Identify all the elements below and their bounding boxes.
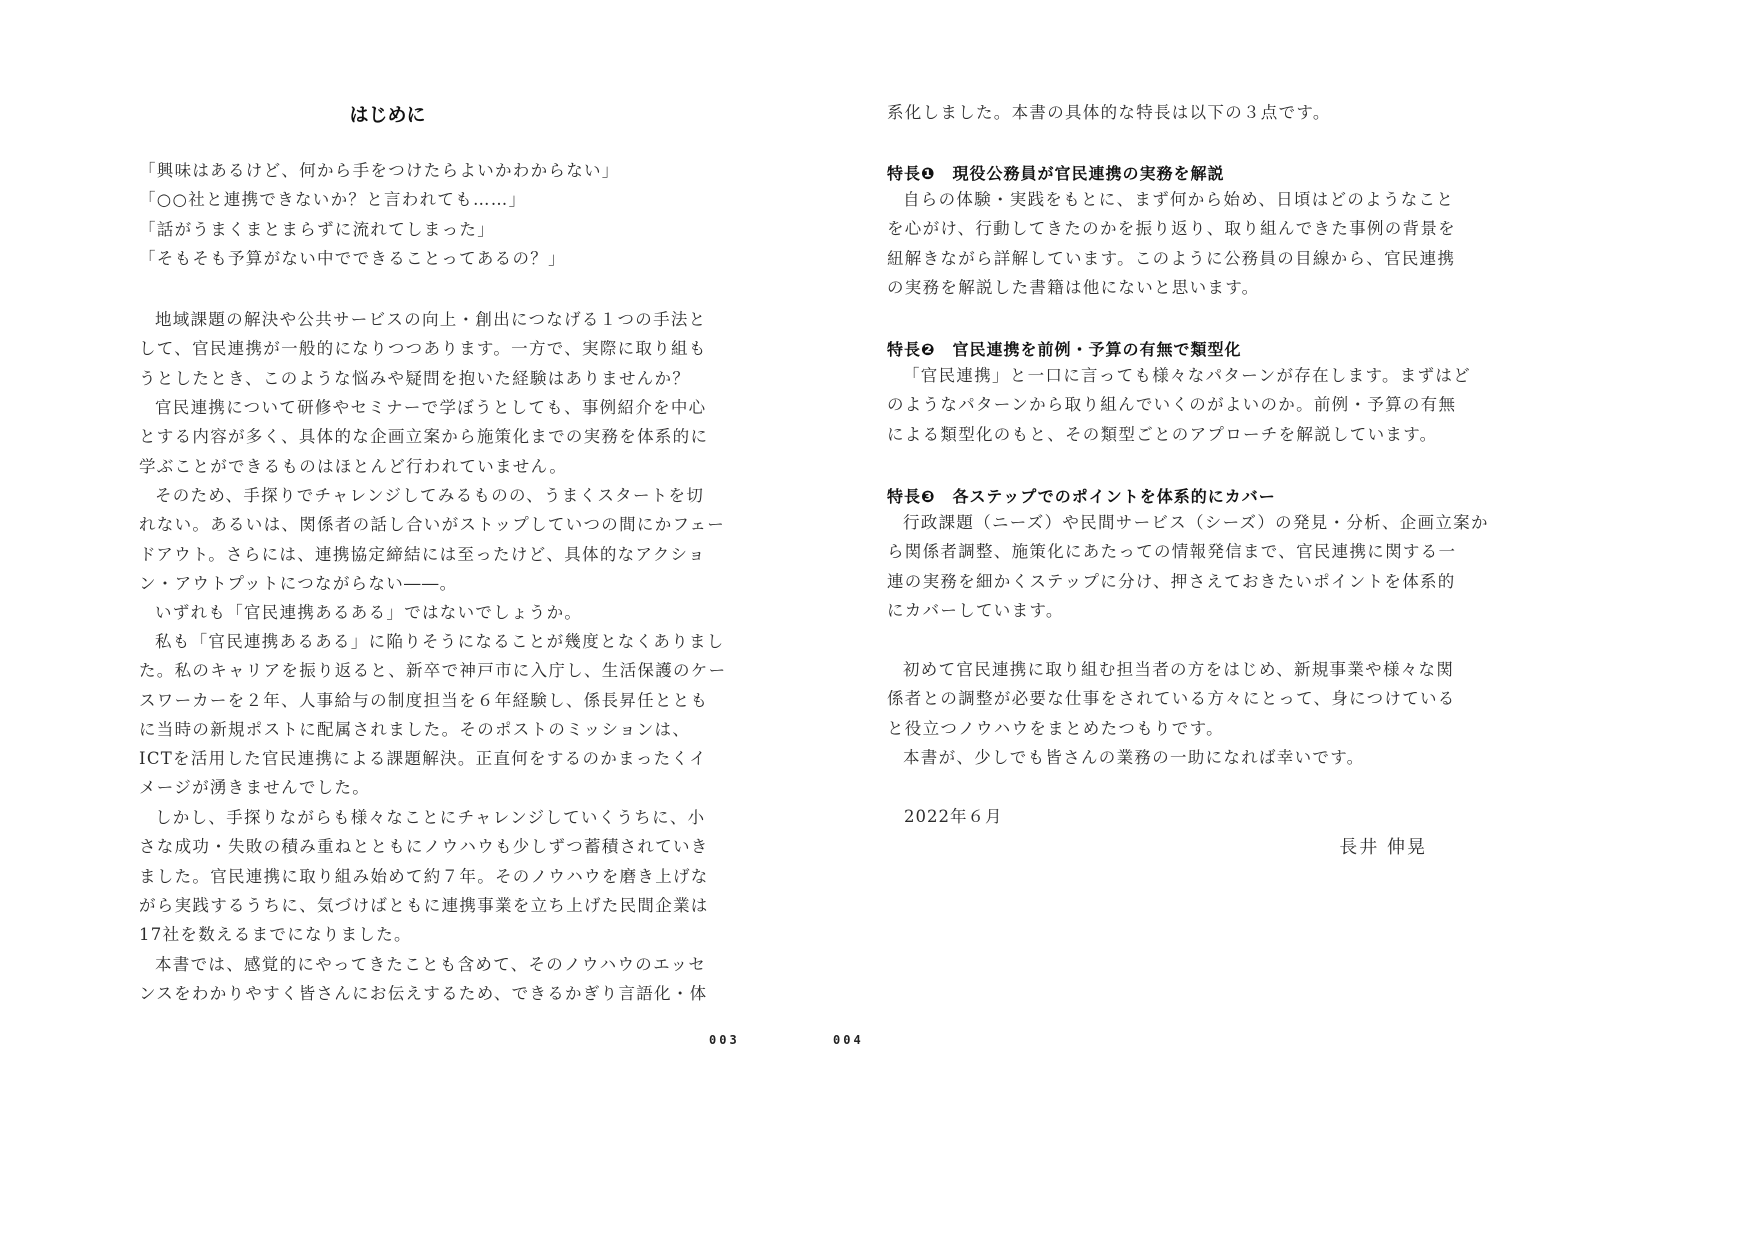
right-page [776, 0, 1551, 1100]
quote-line: 「○○社と連携できないか？と言われても……」 [139, 190, 527, 210]
text-line: のようなパターンから取り組んでいくのがよいのか。前例・予算の有無 [887, 395, 1457, 415]
feature-2-body [887, 361, 1471, 449]
quote-line: 「そもそも予算がない中でできることってあるの？」 [139, 248, 566, 268]
text-line: 官民連携について研修やセミナーで学ぼうとしても、事例紹介を中心 [155, 398, 707, 417]
text-line: しかし、手探りながらも様々なことにチャレンジしていくうちに、小 [155, 808, 706, 827]
text-line: による類型化のもと、その類型ごとのアプローチを解説しています。 [887, 424, 1438, 444]
page-title: はじめに [349, 104, 426, 126]
text-line: 係者との調整が必要な仕事をされている方々にとって、身につけている [887, 689, 1456, 709]
author-name: 長井 伸晃 [1339, 837, 1427, 858]
text-line: た。私のキャリアを振り返ると、新卒で神戸市に入庁し、生活保護のケー [139, 661, 727, 681]
intro-continuation [887, 98, 1427, 127]
text-line: に当時の新規ポストに配属されました。そのポストのミッションは、 [139, 719, 691, 739]
text-line: 行政課題（ニーズ）や民間サービス（シーズ）の発見・分析、企画立案か [903, 513, 1489, 532]
text-line: ン・アウトプットにつながらない――。 [139, 573, 458, 593]
text-line: を心がけ、行動してきたのかを振り返り、取り組んできた事例の背景を [887, 219, 1456, 239]
paragraph-6 [139, 803, 709, 949]
text-line: いずれも「官民連携あるある」ではないでしょうか。 [155, 603, 583, 622]
text-line: にカバーしています。 [887, 600, 1064, 620]
text-line: スワーカーを２年、人事給与の制度担当を６年経験し、係長昇任ととも [139, 690, 709, 710]
feature-1-title: 特長❶ 現役公務員が官民連携の実務を解説 [887, 164, 1225, 183]
page-number-left: 003 [709, 1033, 740, 1047]
date: 2022年６月 [904, 807, 1003, 826]
paragraph-1 [139, 305, 707, 393]
page-number-right: 004 [833, 1033, 864, 1047]
closing-paragraph-2 [887, 743, 1427, 772]
text-line: の実務を解説した書籍は他にないと思います。 [887, 277, 1260, 297]
paragraph-7 [139, 950, 708, 1009]
text-line: して、官民連携が一般的になりつつあります。一方で、実際に取り組も [139, 339, 707, 359]
text-line: 私も「官民連携あるある」に陥りそうになることが幾度となくありまし [155, 632, 725, 651]
text-line: うとしたとき、このような悩みや疑問を抱いた経験はありませんか？ [139, 368, 691, 388]
text-line: 本書が、少しでも皆さんの業務の一助になれば幸いです。 [903, 748, 1365, 767]
paragraph-3 [139, 481, 726, 598]
text-line: 地域課題の解決や公共サービスの向上・創出につなげる１つの手法と [155, 310, 707, 329]
text-line: ら関係者調整、施策化にあたっての情報発信まで、官民連携に関する一 [887, 542, 1457, 562]
text-line: 自らの体験・実践をもとに、まず何から始め、日頃はどのようなこと [903, 190, 1455, 209]
text-line: さな成功・失敗の積み重ねとともにノウハウも少しずつ蓄積されていき [139, 837, 709, 857]
text-line: ドアウト。さらには、連携協定締結には至ったけど、具体的なアクショ [139, 544, 706, 564]
text-line: ICTを活用した官民連携による課題解決。正直何をするのかまったくイ [139, 749, 708, 769]
feature-2-title: 特長❷ 官民連携を前例・予算の有無で類型化 [887, 340, 1242, 359]
text-line: 初めて官民連携に取り組む担当者の方をはじめ、新規事業や様々な関 [903, 660, 1455, 679]
feature-3-title: 特長❸ 各ステップでのポイントを体系的にカバー [887, 487, 1276, 506]
text-line: 連の実務を細かくステップに分け、押さえておきたいポイントを体系的 [887, 571, 1456, 591]
text-line: ました。官民連携に取り組み始めて約７年。そのノウハウを磨き上げな [139, 866, 709, 886]
text-line: とする内容が多く、具体的な企画立案から施策化までの実務を体系的に [139, 427, 709, 447]
feature-3-body [887, 508, 1489, 625]
text-line: 学ぶことができるものはほとんど行われていません。 [139, 456, 568, 476]
text-line: 「官民連携」と一口に言っても様々なパターンが存在します。まずはど [903, 366, 1471, 385]
text-line: 17社を数えるまでになりました。 [139, 925, 412, 945]
closing-paragraph-1 [887, 655, 1456, 743]
text-line: ンスをわかりやすく皆さんにお伝えするため、できるかぎり言語化・体 [139, 984, 708, 1004]
text-line: 系化しました。本書の具体的な特長は以下の３点です。 [887, 103, 1331, 122]
text-line: れない。あるいは、関係者の話し合いがストップしていつの間にかフェー [139, 515, 726, 535]
text-line: 紐解きながら詳解しています。このように公務員の目線から、官民連携 [887, 248, 1456, 268]
text-line: と役立つノウハウをまとめたつもりです。 [887, 718, 1224, 738]
paragraph-5 [139, 627, 727, 803]
paragraph-4 [139, 598, 679, 627]
opening-quotes [139, 156, 679, 273]
text-line: がら実践するうちに、気づけばともに連携事業を立ち上げた民間企業は [139, 895, 709, 915]
text-line: メージが湧きませんでした。 [139, 778, 371, 798]
feature-1-body [887, 185, 1456, 302]
text-line: そのため、手探りでチャレンジしてみるものの、うまくスタートを切 [155, 486, 705, 505]
text-line: 本書では、感覚的にやってきたことも含めて、そのノウハウのエッセ [155, 955, 707, 974]
left-page [0, 0, 775, 1100]
quote-line: 「興味はあるけど、何から手をつけたらよいかわからない」 [139, 161, 620, 180]
paragraph-2 [139, 393, 709, 481]
quote-line: 「話がうまくまとまらずに流れてしまった」 [139, 219, 495, 239]
